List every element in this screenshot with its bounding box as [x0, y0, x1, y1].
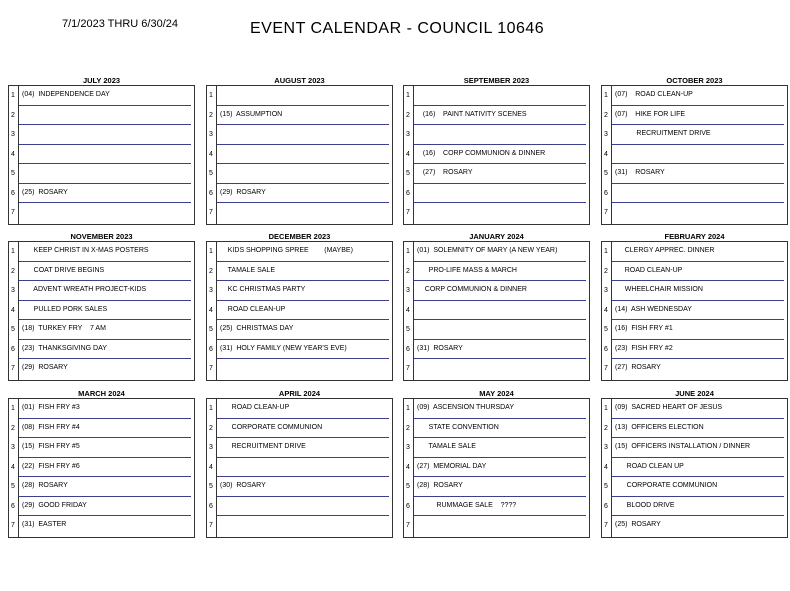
event-row	[207, 184, 392, 204]
event-row	[207, 242, 392, 262]
event-row	[9, 458, 194, 478]
month-box	[206, 398, 393, 538]
row-number: 1	[604, 92, 608, 99]
event-row	[207, 359, 392, 379]
event-text: CORPORATE COMMUNION	[220, 423, 323, 431]
month-block	[8, 232, 195, 381]
row-number: 7	[406, 365, 410, 372]
event-text: STATE CONVENTION	[417, 423, 499, 431]
event-row	[404, 242, 589, 262]
row-number: 1	[406, 248, 410, 255]
event-row	[207, 497, 392, 517]
event-row	[9, 497, 194, 517]
event-row	[602, 359, 787, 379]
event-row	[207, 419, 392, 439]
event-text: (29) ROSARY	[22, 364, 68, 371]
event-text: (31) HOLY FAMILY (NEW YEAR'S EVE)	[220, 344, 347, 352]
event-text: (29) GOOD FRIDAY	[22, 501, 87, 509]
event-row	[9, 164, 194, 184]
event-text: (15) ASSUMPTION	[220, 110, 283, 118]
event-row	[207, 262, 392, 282]
month-box	[8, 398, 195, 538]
event-row	[207, 477, 392, 497]
row-number: 6	[406, 502, 410, 510]
event-text: CLERGY APPREC. DINNER	[615, 247, 715, 254]
event-row	[9, 262, 194, 282]
row-number: 6	[604, 502, 608, 510]
event-text: (29) ROSARY	[220, 188, 266, 196]
row-number: 7	[11, 522, 15, 529]
row-number: 7	[604, 209, 608, 216]
row-number: 6	[406, 345, 410, 353]
event-row	[9, 340, 194, 360]
event-row	[207, 164, 392, 184]
event-row	[602, 458, 787, 478]
month-name: NOVEMBER 2023	[70, 232, 133, 241]
event-row	[602, 516, 787, 536]
month-name: MAY 2024	[479, 389, 514, 398]
event-text: (28) ROSARY	[22, 482, 68, 489]
row-number: 4	[209, 463, 213, 471]
event-text: KIDS SHOPPING SPREE (MAYBE)	[220, 247, 353, 254]
event-row	[9, 184, 194, 204]
row-number: 3	[11, 444, 15, 451]
event-row	[404, 301, 589, 321]
event-row	[602, 145, 787, 165]
row-number: 5	[604, 483, 608, 490]
event-row	[207, 516, 392, 536]
row-number: 7	[604, 522, 608, 529]
event-row	[404, 419, 589, 439]
row-number: 2	[406, 267, 410, 275]
event-row	[9, 516, 194, 536]
row-number: 4	[11, 463, 15, 471]
row-number: 1	[209, 248, 213, 255]
event-row	[404, 497, 589, 517]
event-row	[9, 203, 194, 223]
event-row	[602, 340, 787, 360]
row-number: 1	[406, 405, 410, 412]
event-row	[207, 203, 392, 223]
event-row	[9, 399, 194, 419]
event-row	[602, 399, 787, 419]
row-number: 7	[209, 365, 213, 372]
month-name: SEPTEMBER 2023	[463, 76, 530, 85]
event-text: (31) EASTER	[22, 521, 67, 528]
row-number: 1	[209, 405, 213, 412]
event-row	[207, 340, 392, 360]
row-number: 6	[209, 345, 213, 353]
event-text: RECRUITMENT DRIVE	[615, 130, 711, 137]
row-number: 2	[604, 424, 608, 432]
event-text: BLOOD DRIVE	[615, 501, 675, 509]
event-row	[404, 438, 589, 458]
row-number: 6	[209, 189, 213, 197]
event-row	[404, 458, 589, 478]
month-name: OCTOBER 2023	[666, 76, 723, 85]
month-block	[8, 76, 195, 225]
event-text: (04) INDEPENDENCE DAY	[22, 91, 110, 98]
row-number: 3	[604, 131, 608, 138]
event-row	[207, 281, 392, 301]
row-number: 5	[406, 326, 410, 333]
event-text: KEEP CHRIST IN X-MAS POSTERS	[22, 247, 149, 254]
event-row	[404, 281, 589, 301]
month-name: APRIL 2024	[278, 389, 321, 398]
row-number: 7	[406, 209, 410, 216]
event-row	[9, 477, 194, 497]
event-text: (01) FISH FRY #3	[22, 404, 80, 411]
event-row	[9, 320, 194, 340]
row-number: 5	[11, 170, 15, 177]
month-block	[403, 389, 590, 538]
event-text: COAT DRIVE BEGINS	[22, 266, 105, 274]
row-number: 1	[11, 405, 15, 412]
event-row	[404, 399, 589, 419]
event-text: ROAD CLEAN-UP	[220, 305, 286, 313]
row-number: 5	[209, 170, 213, 177]
event-row	[9, 125, 194, 145]
row-number: 1	[604, 405, 608, 412]
row-number: 4	[604, 150, 608, 158]
date-range: 7/1/2023 THRU 6/30/24	[62, 18, 178, 30]
row-number: 3	[406, 287, 410, 294]
event-text: PRO-LIFE MASS & MARCH	[417, 266, 517, 274]
row-number: 5	[604, 326, 608, 333]
row-number: 5	[209, 483, 213, 490]
event-row	[404, 86, 589, 106]
row-number: 2	[406, 424, 410, 432]
event-text: (09) SACRED HEART OF JESUS	[615, 404, 723, 411]
row-number: 6	[604, 189, 608, 197]
event-row	[207, 125, 392, 145]
event-text: (18) TURKEY FRY 7 AM	[22, 325, 106, 332]
month-block	[601, 232, 788, 381]
event-text: (07) HIKE FOR LIFE	[615, 110, 686, 118]
event-row	[602, 419, 787, 439]
month-box	[403, 241, 590, 381]
event-text: TAMALE SALE	[220, 266, 275, 274]
row-number: 7	[209, 522, 213, 529]
event-text: RUMMAGE SALE ????	[417, 501, 517, 509]
row-number: 2	[11, 267, 15, 275]
event-text: (25) ROSARY	[615, 521, 661, 528]
event-text: TAMALE SALE	[417, 443, 476, 450]
month-block	[206, 232, 393, 381]
event-row	[9, 145, 194, 165]
event-row	[404, 516, 589, 536]
event-text: PULLED PORK SALES	[22, 305, 108, 313]
month-name: JULY 2023	[82, 76, 121, 85]
event-row	[602, 242, 787, 262]
row-number: 2	[11, 111, 15, 119]
event-text: CORP COMMUNION & DINNER	[417, 286, 527, 293]
row-number: 4	[406, 150, 410, 158]
event-text: RECRUITMENT DRIVE	[220, 443, 306, 450]
event-row	[207, 86, 392, 106]
row-number: 7	[11, 365, 15, 372]
event-row	[9, 242, 194, 262]
row-number: 3	[406, 131, 410, 138]
row-number: 7	[406, 522, 410, 529]
event-row	[602, 281, 787, 301]
event-text: (28) ROSARY	[417, 482, 463, 489]
row-number: 3	[406, 444, 410, 451]
row-number: 7	[604, 365, 608, 372]
event-row	[207, 301, 392, 321]
row-number: 4	[209, 306, 213, 314]
event-row	[207, 145, 392, 165]
month-name: JUNE 2024	[675, 389, 714, 398]
event-text: CORPORATE COMMUNION	[615, 482, 718, 489]
event-row	[404, 359, 589, 379]
row-number: 1	[406, 92, 410, 99]
row-number: 1	[604, 248, 608, 255]
event-row	[9, 359, 194, 379]
event-text: (23) THANKSGIVING DAY	[22, 344, 107, 352]
event-text: (27) ROSARY	[615, 364, 661, 371]
row-number: 5	[11, 326, 15, 333]
event-text: ADVENT WREATH PROJECT-KIDS	[22, 286, 147, 293]
event-row	[404, 203, 589, 223]
event-row	[602, 477, 787, 497]
event-row	[9, 438, 194, 458]
row-number: 3	[604, 444, 608, 451]
event-row	[404, 184, 589, 204]
row-number: 4	[406, 463, 410, 471]
month-block	[8, 389, 195, 538]
row-number: 4	[209, 150, 213, 158]
event-row	[207, 320, 392, 340]
row-number: 1	[209, 92, 213, 99]
event-row	[9, 301, 194, 321]
event-row	[602, 164, 787, 184]
month-name: JANUARY 2024	[469, 232, 524, 241]
row-number: 1	[11, 248, 15, 255]
event-row	[9, 86, 194, 106]
month-box	[206, 241, 393, 381]
event-row	[602, 184, 787, 204]
month-block	[403, 232, 590, 381]
event-text: (13) OFFICERS ELECTION	[615, 423, 704, 431]
row-number: 6	[11, 345, 15, 353]
month-name: FEBRUARY 2024	[664, 232, 725, 241]
month-box	[601, 85, 788, 225]
event-row	[602, 301, 787, 321]
event-text: (25) CHRISTMAS DAY	[220, 325, 294, 332]
event-row	[602, 497, 787, 517]
event-text: (30) ROSARY	[220, 482, 266, 489]
event-text: WHEELCHAIR MISSION	[615, 286, 703, 293]
row-number: 2	[209, 267, 213, 275]
event-row	[404, 340, 589, 360]
row-number: 7	[209, 209, 213, 216]
event-text: (09) ASCENSION THURSDAY	[417, 404, 514, 411]
month-name: AUGUST 2023	[274, 76, 325, 85]
row-number: 2	[209, 424, 213, 432]
row-number: 7	[11, 209, 15, 216]
event-text: (14) ASH WEDNESDAY	[615, 305, 692, 313]
event-row	[404, 106, 589, 126]
event-text: ROAD CLEAN-UP	[615, 266, 683, 274]
month-block	[601, 389, 788, 538]
row-number: 2	[406, 111, 410, 119]
event-row	[404, 145, 589, 165]
event-row	[9, 106, 194, 126]
event-text: ROAD CLEAN-UP	[220, 404, 290, 411]
event-row	[404, 125, 589, 145]
month-box	[601, 398, 788, 538]
month-block	[601, 76, 788, 225]
row-number: 6	[209, 502, 213, 510]
row-number: 6	[11, 502, 15, 510]
event-text: (23) FISH FRY #2	[615, 344, 673, 352]
row-number: 5	[406, 170, 410, 177]
row-number: 6	[11, 189, 15, 197]
month-box	[8, 241, 195, 381]
event-row	[404, 477, 589, 497]
page-title: EVENT CALENDAR - COUNCIL 10646	[250, 20, 545, 37]
row-number: 5	[604, 170, 608, 177]
row-number: 6	[604, 345, 608, 353]
row-number: 4	[406, 306, 410, 314]
row-number: 5	[209, 326, 213, 333]
row-number: 4	[11, 306, 15, 314]
month-block	[206, 76, 393, 225]
row-number: 3	[11, 287, 15, 294]
row-number: 6	[406, 189, 410, 197]
row-number: 3	[11, 131, 15, 138]
event-row	[404, 320, 589, 340]
event-text: (08) FISH FRY #4	[22, 423, 80, 431]
row-number: 3	[209, 287, 213, 294]
event-text: (15) OFFICERS INSTALLATION / DINNER	[615, 443, 751, 450]
event-text: (16) PAINT NATIVITY SCENES	[417, 110, 527, 118]
row-number: 3	[209, 444, 213, 451]
row-number: 2	[604, 111, 608, 119]
event-row	[207, 399, 392, 419]
event-row	[404, 262, 589, 282]
event-row	[602, 86, 787, 106]
event-text: (31) ROSARY	[615, 169, 665, 176]
event-text: KC CHRISTMAS PARTY	[220, 286, 306, 293]
month-box	[403, 398, 590, 538]
event-row	[207, 438, 392, 458]
event-row	[602, 125, 787, 145]
event-text: (01) SOLEMNITY OF MARY (A NEW YEAR)	[417, 247, 558, 254]
event-row	[9, 281, 194, 301]
month-block	[403, 76, 590, 225]
month-box	[601, 241, 788, 381]
row-number: 2	[209, 111, 213, 119]
row-number: 4	[604, 306, 608, 314]
event-text: (15) FISH FRY #5	[22, 443, 80, 450]
row-number: 4	[604, 463, 608, 471]
row-number: 3	[209, 131, 213, 138]
event-row	[404, 164, 589, 184]
event-row	[9, 419, 194, 439]
month-box	[206, 85, 393, 225]
event-row	[207, 106, 392, 126]
month-box	[8, 85, 195, 225]
event-text: (16) CORP COMMUNION & DINNER	[417, 149, 546, 157]
event-text: (07) ROAD CLEAN-UP	[615, 91, 693, 98]
row-number: 3	[604, 287, 608, 294]
event-text: (31) ROSARY	[417, 344, 463, 352]
row-number: 5	[11, 483, 15, 490]
event-text: (16) FISH FRY #1	[615, 325, 673, 332]
row-number: 1	[11, 92, 15, 99]
event-text: ROAD CLEAN UP	[615, 462, 684, 470]
event-row	[602, 438, 787, 458]
event-text: (25) ROSARY	[22, 188, 68, 196]
event-row	[602, 262, 787, 282]
row-number: 5	[406, 483, 410, 490]
event-row	[602, 320, 787, 340]
month-name: MARCH 2024	[78, 389, 125, 398]
month-block	[206, 389, 393, 538]
month-box	[403, 85, 590, 225]
event-row	[602, 106, 787, 126]
row-number: 2	[604, 267, 608, 275]
event-row	[602, 203, 787, 223]
event-text: (27) MEMORIAL DAY	[417, 462, 487, 470]
row-number: 2	[11, 424, 15, 432]
event-text: (27) ROSARY	[417, 169, 473, 176]
month-name: DECEMBER 2023	[268, 232, 331, 241]
event-text: (22) FISH FRY #6	[22, 462, 80, 470]
event-row	[207, 458, 392, 478]
row-number: 4	[11, 150, 15, 158]
